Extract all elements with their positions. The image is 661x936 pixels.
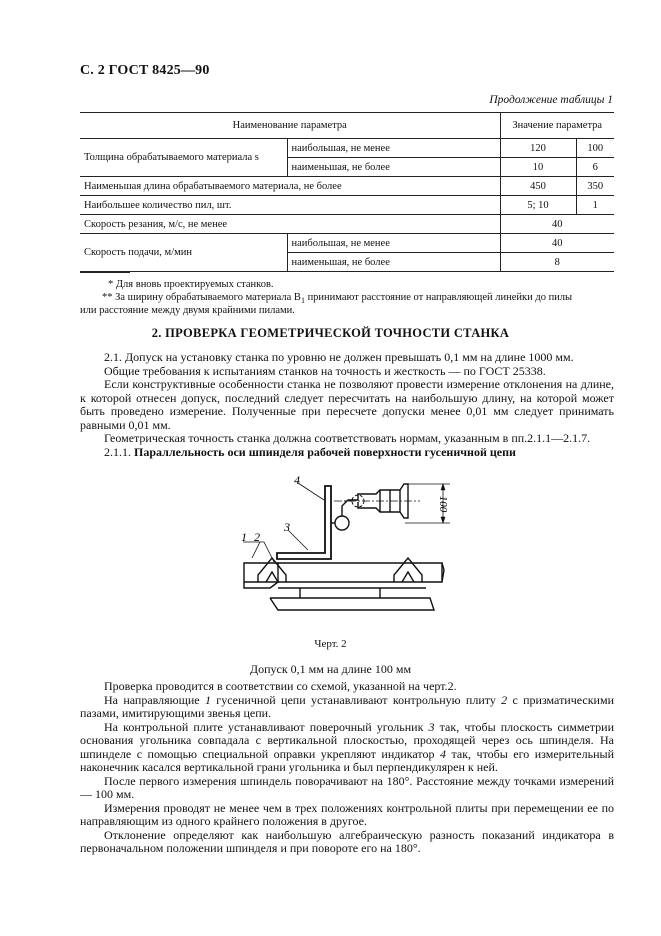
table-cell-value: 450 (500, 177, 576, 196)
table-cell-value: 8 (500, 253, 614, 272)
table-cell-value: 10 (500, 158, 576, 177)
section-title: 2. ПРОВЕРКА ГЕОМЕТРИЧЕСКОЙ ТОЧНОСТИ СТАНКА (151, 326, 510, 340)
table-cell-value: 350 (576, 177, 614, 196)
paragraph: Измерения проводят не менее чем в трех положениях контрольной плиты при перемещении ее по направляющим из одного крайнего положения в другое. (80, 800, 614, 828)
procedure-text (80, 680, 614, 856)
table-cell-value: 100 (576, 139, 614, 158)
figure-label-3: 3 (284, 520, 290, 534)
table-cell-label: Наименьшая длина обрабатываемого материала, не более (80, 177, 500, 196)
table-header-parameter: Наименование параметра (80, 113, 500, 139)
table-cell-value: 5; 10 (500, 196, 576, 215)
table-cell-sublabel: наименьшая, не более (287, 158, 500, 177)
footnote-2-cont: или расстояние между двумя крайними пилами. (80, 305, 295, 316)
tolerance-note: Допуск 0,1 мм на длине 100 мм (249, 662, 412, 676)
footnote-1: * Для вновь проектируемых станков. (108, 279, 274, 290)
paragraph: 2.1.1. Параллельность оси шпинделя рабочей поверхности гусеничной цепи (104, 444, 516, 459)
figure-label-4: 4 (294, 473, 300, 487)
paragraph: После первого измерения шпиндель поворачивают на 180°. Расстояние между точками измерений — 100 мм. (80, 773, 614, 801)
table-cell-label: Толщина обрабатываемого материала s (80, 139, 287, 177)
table-cell-sublabel: наибольшая, не менее (287, 234, 500, 253)
table-continuation-note: Продолжение таблицы 1 (489, 94, 613, 106)
table-cell-label: Скорость резания, м/с, не менее (80, 215, 500, 234)
intro-text (80, 351, 614, 459)
table-cell-value: 40 (500, 234, 614, 253)
figure-caption: Черт. 2 (314, 638, 347, 650)
table-cell-label: Скорость подачи, м/мин (80, 234, 287, 272)
page-header: С. 2 ГОСТ 8425—90 (80, 63, 210, 78)
paragraph: 2.1. Допуск на установку станка по уровню не должен превышать 0,1 мм на длине 1000 мм. (104, 350, 574, 364)
figure-schematic (230, 470, 460, 630)
paragraph: Отклонение определяют как наибольшую алгебраическую разность показаний индикатора в первоначальном положении шпинделя и при повороте его на 180°. (80, 827, 614, 855)
figure-label-2: 2 (254, 530, 260, 544)
paragraph: На контрольной плите устанавливают поверочный угольник 3 так, чтобы плоскость симметрии основания угольника совпадала с вертикальной плоскостью, проходящей через ось шпинделя. На шпинделе с помощью специальной оправки укрепляют индикатор 4 так, чтобы его измерительный наконечник касался вертикальной грани угольника и был перпендикулярен к ней. (80, 719, 615, 774)
table-cell-sublabel: наибольшая, не менее (287, 139, 500, 158)
paragraph: На направляющие 1 гусеничной цепи устанавливают контрольную плиту 2 с призматическими пазами, имитирующими звенья цепи. (80, 692, 614, 720)
dimension-label: 100 (437, 495, 449, 513)
table-cell-sublabel: наименьшая, не более (287, 253, 500, 272)
table-cell-value: 40 (500, 215, 614, 234)
paragraph: Если конструктивные особенности станка не позволяют провести измерение отклонения на длине, к которой отнесен допуск, последний следует пересчитать на наибольшую длину, на которой может быть проведено измерение. Полученные при пересчете допуски менее 0,01 мм следует принимать равными 0,01 мм. (80, 377, 614, 432)
paragraph: Проверка проводится в соответствии со схемой, указанной на черт.2. (104, 679, 457, 693)
paragraph: Общие требования к испытаниям станков на точность и жесткость — по ГОСТ 25338. (104, 363, 546, 378)
table-cell-label: Наибольшее количество пил, шт. (80, 196, 500, 215)
figure-label-1: 1 (241, 530, 247, 544)
footnote-2: ** За ширину обрабатываемого материала $B_1$ принимают расстояние от направляющей линейки до пилы (102, 292, 573, 306)
parameters-table (80, 112, 614, 272)
table-cell-value: 120 (500, 139, 576, 158)
table-cell-value: 1 (576, 196, 614, 215)
table-header-value: Значение параметра (500, 113, 614, 139)
table-cell-value: 6 (576, 158, 614, 177)
paragraph: Геометрическая точность станка должна соответствовать нормам, указанным в пп.2.1.1—2.1.7. (104, 431, 591, 445)
footnote-divider (80, 272, 130, 273)
